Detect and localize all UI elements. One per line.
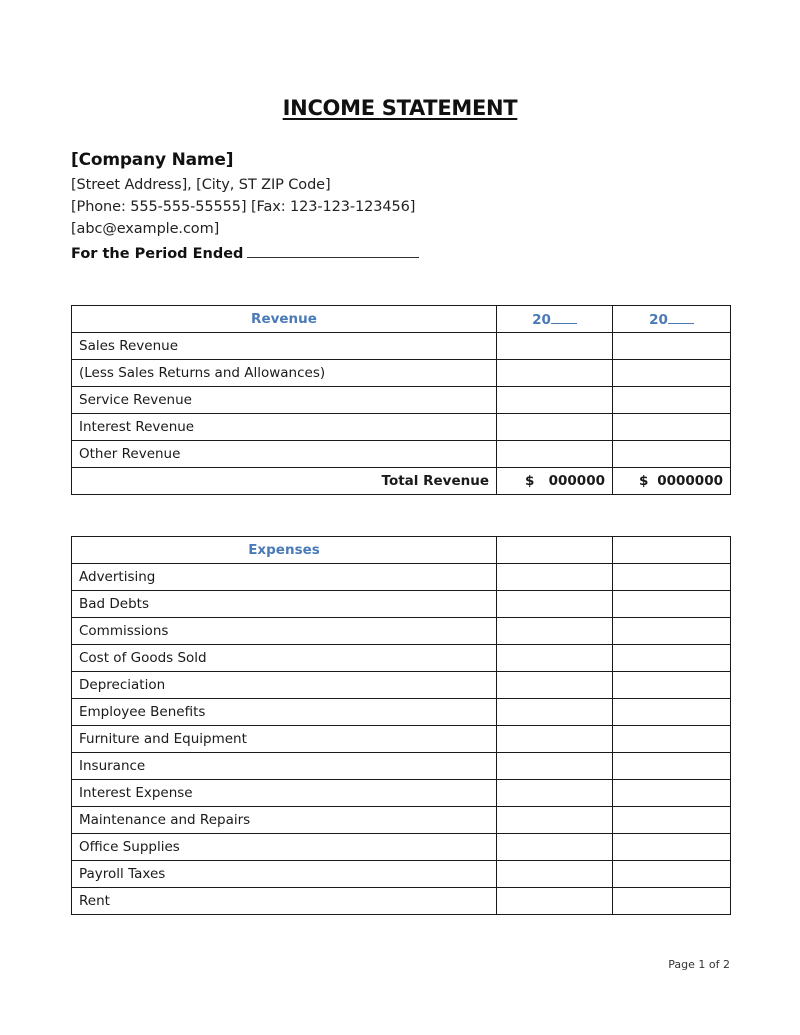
value-cell[interactable]	[497, 807, 613, 834]
header-cell[interactable]	[613, 537, 731, 564]
table-row	[72, 726, 731, 753]
value-cell[interactable]	[613, 591, 731, 618]
year-column-2[interactable]	[613, 306, 731, 333]
row-label: Cost of Goods Sold	[72, 645, 497, 672]
currency-symbol: $	[525, 473, 535, 489]
total-value: 000000	[548, 473, 605, 489]
table-row	[72, 834, 731, 861]
value-cell[interactable]	[497, 726, 613, 753]
period-label: For the Period Ended	[71, 246, 244, 262]
year-blank	[668, 311, 694, 324]
value-cell[interactable]	[613, 672, 731, 699]
value-cell[interactable]	[497, 753, 613, 780]
value-cell[interactable]	[497, 387, 613, 414]
revenue-table	[71, 305, 731, 495]
value-cell[interactable]	[613, 807, 731, 834]
value-cell[interactable]	[497, 414, 613, 441]
document-title: INCOME STATEMENT	[282, 96, 518, 120]
table-row	[72, 645, 731, 672]
year-prefix: 20	[649, 311, 668, 328]
value-cell[interactable]	[613, 699, 731, 726]
value-cell[interactable]	[497, 888, 613, 915]
table-row	[72, 360, 731, 387]
row-label: Advertising	[72, 564, 497, 591]
table-row	[72, 591, 731, 618]
table-row	[72, 753, 731, 780]
value-cell[interactable]	[613, 753, 731, 780]
total-revenue-label: Total Revenue	[72, 468, 497, 495]
value-cell[interactable]	[497, 618, 613, 645]
header-cell[interactable]	[497, 537, 613, 564]
value-cell[interactable]	[497, 699, 613, 726]
row-label: Commissions	[72, 618, 497, 645]
value-cell[interactable]	[497, 672, 613, 699]
value-cell[interactable]	[613, 645, 731, 672]
row-label: Interest Expense	[72, 780, 497, 807]
value-cell[interactable]	[613, 564, 731, 591]
row-label: Other Revenue	[72, 441, 497, 468]
value-cell[interactable]	[497, 564, 613, 591]
row-label: Insurance	[72, 753, 497, 780]
value-cell[interactable]	[613, 441, 731, 468]
table-row	[72, 699, 731, 726]
table-row	[72, 807, 731, 834]
total-revenue-row	[72, 468, 731, 495]
value-cell[interactable]	[613, 414, 731, 441]
expenses-header-row	[72, 537, 731, 564]
value-cell[interactable]	[497, 360, 613, 387]
revenue-header-row	[72, 306, 731, 333]
expenses-header: Expenses	[72, 537, 497, 564]
row-label: Employee Benefits	[72, 699, 497, 726]
row-label: Maintenance and Repairs	[72, 807, 497, 834]
currency-symbol: $	[639, 473, 649, 489]
value-cell[interactable]	[497, 333, 613, 360]
value-cell[interactable]	[613, 780, 731, 807]
value-cell[interactable]	[613, 618, 731, 645]
period-ended	[71, 243, 419, 262]
table-row	[72, 333, 731, 360]
row-label: (Less Sales Returns and Allowances)	[72, 360, 497, 387]
row-label: Furniture and Equipment	[72, 726, 497, 753]
row-label: Service Revenue	[72, 387, 497, 414]
table-row	[72, 564, 731, 591]
value-cell[interactable]	[497, 780, 613, 807]
value-cell[interactable]	[613, 888, 731, 915]
value-cell[interactable]	[497, 441, 613, 468]
table-row	[72, 618, 731, 645]
total-value-cell-1[interactable]	[497, 468, 613, 495]
period-blank-field[interactable]	[247, 243, 419, 258]
revenue-header: Revenue	[72, 306, 497, 333]
value-cell[interactable]	[613, 360, 731, 387]
value-cell[interactable]	[497, 834, 613, 861]
table-row	[72, 861, 731, 888]
company-address: [Street Address], [City, ST ZIP Code]	[71, 177, 331, 193]
value-cell[interactable]	[613, 861, 731, 888]
year-prefix: 20	[532, 311, 551, 328]
value-cell[interactable]	[613, 387, 731, 414]
table-row	[72, 441, 731, 468]
row-label: Payroll Taxes	[72, 861, 497, 888]
value-cell[interactable]	[613, 726, 731, 753]
table-row	[72, 414, 731, 441]
year-blank	[551, 311, 577, 324]
value-cell[interactable]	[613, 333, 731, 360]
total-value-cell-2[interactable]	[613, 468, 731, 495]
row-label: Depreciation	[72, 672, 497, 699]
table-row	[72, 888, 731, 915]
value-cell[interactable]	[613, 834, 731, 861]
company-contact: [Phone: 555-555-55555] [Fax: 123-123-123456]	[71, 199, 416, 215]
year-column-1[interactable]	[497, 306, 613, 333]
value-cell[interactable]	[497, 645, 613, 672]
row-label: Bad Debts	[72, 591, 497, 618]
row-label: Sales Revenue	[72, 333, 497, 360]
page-number: Page 1 of 2	[668, 958, 730, 971]
row-label: Office Supplies	[72, 834, 497, 861]
table-row	[72, 672, 731, 699]
total-value: 0000000	[657, 473, 723, 489]
table-row	[72, 387, 731, 414]
company-email: [abc@example.com]	[71, 221, 220, 237]
company-name: [Company Name]	[71, 150, 234, 170]
expenses-table	[71, 536, 731, 915]
row-label: Rent	[72, 888, 497, 915]
value-cell[interactable]	[497, 591, 613, 618]
value-cell[interactable]	[497, 861, 613, 888]
row-label: Interest Revenue	[72, 414, 497, 441]
table-row	[72, 780, 731, 807]
